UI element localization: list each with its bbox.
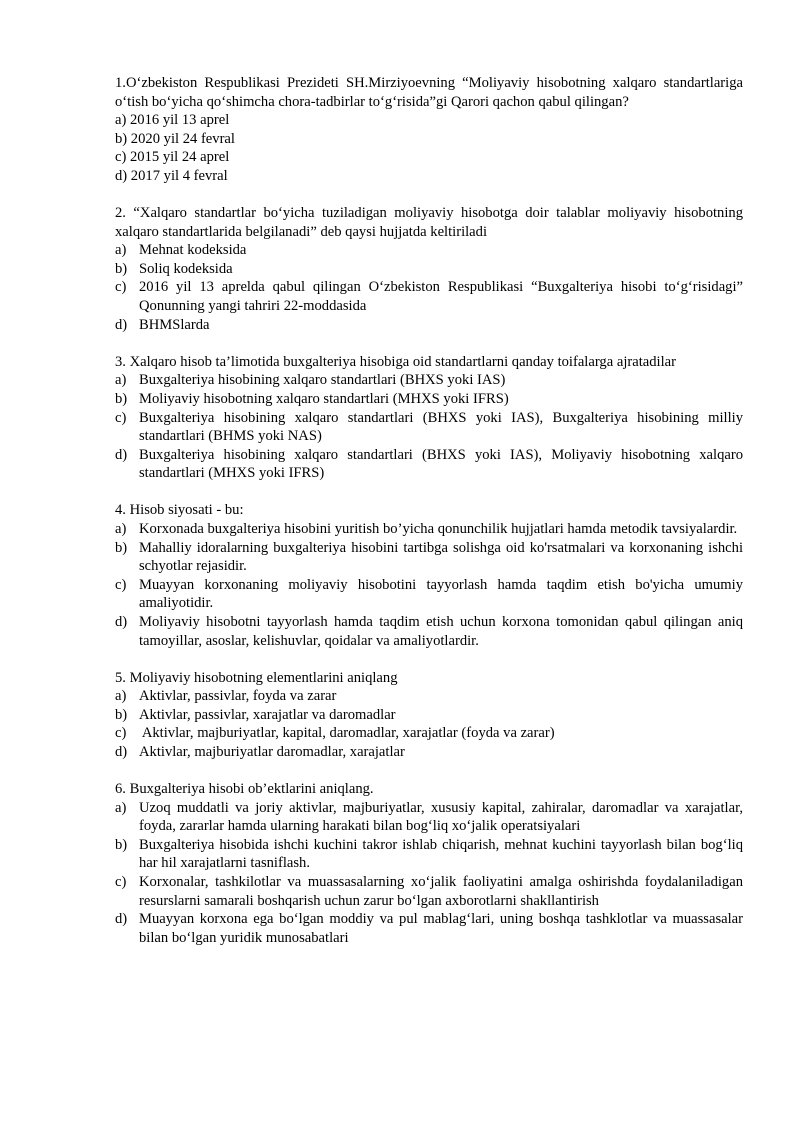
option-text: Moliyaviy hisobotni tayyorlash hamda taqdim etish uchun korxona tomonidan qabul qilingan aniq tamoyillar, asoslar, kelishuvlar, qoidalar va amaliyotlardir. bbox=[139, 613, 743, 649]
answer-option bbox=[115, 910, 743, 947]
option-letter: c) bbox=[115, 576, 127, 593]
answer-options bbox=[115, 687, 743, 761]
answer-options bbox=[115, 520, 743, 650]
answer-option bbox=[115, 539, 743, 576]
answer-option bbox=[115, 278, 743, 315]
option-letter: d) bbox=[115, 613, 128, 630]
answer-option bbox=[115, 873, 743, 910]
question-text: 5. Moliyaviy hisobotning elementlarini aniqlang bbox=[115, 669, 398, 686]
answer-option bbox=[115, 446, 743, 483]
option-text: Aktivlar, majburiyatlar daromadlar, xarajatlar bbox=[139, 744, 405, 760]
answer-option bbox=[115, 687, 743, 706]
answer-option bbox=[115, 743, 743, 762]
option-letter: c) bbox=[115, 279, 127, 296]
answer-option bbox=[115, 613, 743, 650]
answer-option: c) 2015 yil 24 aprel bbox=[115, 149, 230, 166]
option-text: 2016 yil 13 aprelda qabul qilingan O‘zbekiston Respublikasi “Buxgalteriya hisobi to‘g‘risidagi” Qonunning yangi tahriri 22-moddasida bbox=[139, 279, 743, 315]
option-letter: d) bbox=[115, 446, 128, 463]
question-text: 1.O‘zbekiston Respublikasi Prezideti SH.Mirziyoevning “Moliyaviy hisobotning xalqaro standartlariga o‘tish bo‘yicha qo‘shimcha chora-tadbirlar to‘g‘risida”gi Qarori qachon qabul qilingan? bbox=[115, 75, 743, 110]
option-letter: a) bbox=[115, 242, 127, 259]
option-letter: a) bbox=[115, 799, 127, 816]
option-letter: b) bbox=[115, 836, 128, 853]
answer-options bbox=[115, 241, 743, 334]
answer-option bbox=[115, 371, 743, 390]
option-text: Korxonalar, tashkilotlar va muassasalarning xo‘jalik faoliyatini amalga oshirishda foydalaniladigan resurslarni samarali boshqarish uchun zarur bo‘lgan axborotlarni shakllantirish bbox=[139, 874, 743, 909]
option-letter: b) bbox=[115, 260, 128, 277]
option-text: Buxgalteriya hisobining xalqaro standartlari (BHXS yoki IAS), Moliyaviy hisobotning xalqaro standartlari (MHXS yoki IFRS) bbox=[139, 446, 743, 482]
option-letter: b) bbox=[115, 539, 128, 556]
answer-option: a) 2016 yil 13 aprel bbox=[115, 112, 230, 129]
option-text: Buxgalteriya hisobida ishchi kuchini takror ishlab chiqarish, mehnat kuchini tayyorlash bilan bog‘liq har hil xarajatlarni tasniflash. bbox=[139, 836, 743, 872]
option-letter: d) bbox=[115, 911, 128, 928]
answer-option bbox=[115, 409, 743, 446]
answer-options bbox=[115, 371, 743, 483]
answer-option bbox=[115, 836, 743, 873]
answer-option bbox=[115, 799, 743, 836]
option-text: Mehnat kodeksida bbox=[139, 242, 247, 259]
question-5 bbox=[115, 669, 743, 762]
answer-option bbox=[115, 390, 743, 409]
answer-option: d) 2017 yil 4 fevral bbox=[115, 167, 228, 184]
option-text: Moliyaviy hisobotning xalqaro standartlari (MHXS yoki IFRS) bbox=[139, 390, 509, 407]
option-letter: a) bbox=[115, 688, 127, 705]
question-2 bbox=[115, 204, 743, 334]
option-text: Muayyan korxonaning moliyaviy hisobotini tayyorlash hamda taqdim etish bo'yicha umumiy amaliyotidir. bbox=[139, 576, 743, 612]
option-text: Buxgalteriya hisobining xalqaro standartlari (BHXS yoki IAS), Buxgalteriya hisobining milliy standartlari (BHMS yoki NAS) bbox=[139, 409, 743, 445]
document-body bbox=[115, 74, 743, 966]
option-text: Soliq kodeksida bbox=[139, 260, 233, 277]
option-text: BHMSlarda bbox=[139, 316, 210, 333]
question-4 bbox=[115, 501, 743, 650]
question-text: 6. Buxgalteriya hisobi ob’ektlarini aniqlang. bbox=[115, 781, 374, 798]
option-letter: c) bbox=[115, 874, 127, 891]
question-6 bbox=[115, 780, 743, 947]
answer-option bbox=[115, 520, 743, 539]
answer-option: b) 2020 yil 24 fevral bbox=[115, 130, 235, 147]
question-text: 3. Xalqaro hisob ta’limotida buxgalteriya hisobiga oid standartlarni qanday toifalarga ajratadilar bbox=[115, 353, 677, 370]
option-letter: d) bbox=[115, 316, 128, 333]
option-letter: a) bbox=[115, 372, 127, 389]
question-text: 2. “Xalqaro standartlar bo‘yicha tuziladigan moliyaviy hisobotga doir talablar moliyaviy hisobotning xalqaro standartlarida belgilanadi” deb qaysi hujjatda keltiriladi bbox=[115, 205, 743, 240]
answer-option bbox=[115, 724, 743, 743]
question-3 bbox=[115, 353, 743, 483]
answer-option bbox=[115, 706, 743, 725]
question-1 bbox=[115, 74, 743, 186]
option-text: Aktivlar, passivlar, foyda va zarar bbox=[139, 688, 337, 705]
answer-options bbox=[115, 799, 743, 948]
option-text: Muayyan korxona ega bo‘lgan moddiy va pul mablag‘lari, uning boshqa tashklotlar va muassasalar bilan bo‘lgan yuridik munosabatlari bbox=[139, 911, 743, 946]
option-text: Uzoq muddatli va joriy aktivlar, majburiyatlar, xususiy kapital, zahiralar, daromadlar va xarajatlar, foyda, zararlar hamda ularning harakati bilan bog‘liq xo‘jalik operatsiyalari bbox=[139, 799, 743, 835]
answer-option bbox=[115, 241, 743, 260]
option-letter: c) bbox=[115, 725, 127, 742]
option-text: Buxgalteriya hisobining xalqaro standartlari (BHXS yoki IAS) bbox=[139, 372, 506, 389]
question-text: 4. Hisob siyosati - bu: bbox=[115, 502, 244, 519]
option-letter: c) bbox=[115, 409, 127, 426]
option-text: Korxonada buxgalteriya hisobini yuritish bo’yicha qonunchilik hujjatlari hamda metodik tavsiyalardir. bbox=[139, 520, 738, 537]
option-letter: b) bbox=[115, 706, 128, 723]
option-letter: d) bbox=[115, 744, 128, 760]
option-text: Mahalliy idoralarning buxgalteriya hisobini tartibga solishga oid ko'rsatmalari va korxonaning ishchi schyotlar rejasidir. bbox=[139, 539, 743, 575]
answer-option bbox=[115, 576, 743, 613]
option-letter: b) bbox=[115, 390, 128, 407]
option-text: Aktivlar, passivlar, xarajatlar va daromadlar bbox=[139, 706, 396, 723]
answer-options bbox=[115, 111, 743, 185]
answer-option bbox=[115, 260, 743, 279]
option-letter: a) bbox=[115, 520, 127, 537]
answer-option bbox=[115, 316, 743, 335]
option-text: Aktivlar, majburiyatlar, kapital, daromadlar, xarajatlar (foyda va zarar) bbox=[139, 725, 555, 742]
